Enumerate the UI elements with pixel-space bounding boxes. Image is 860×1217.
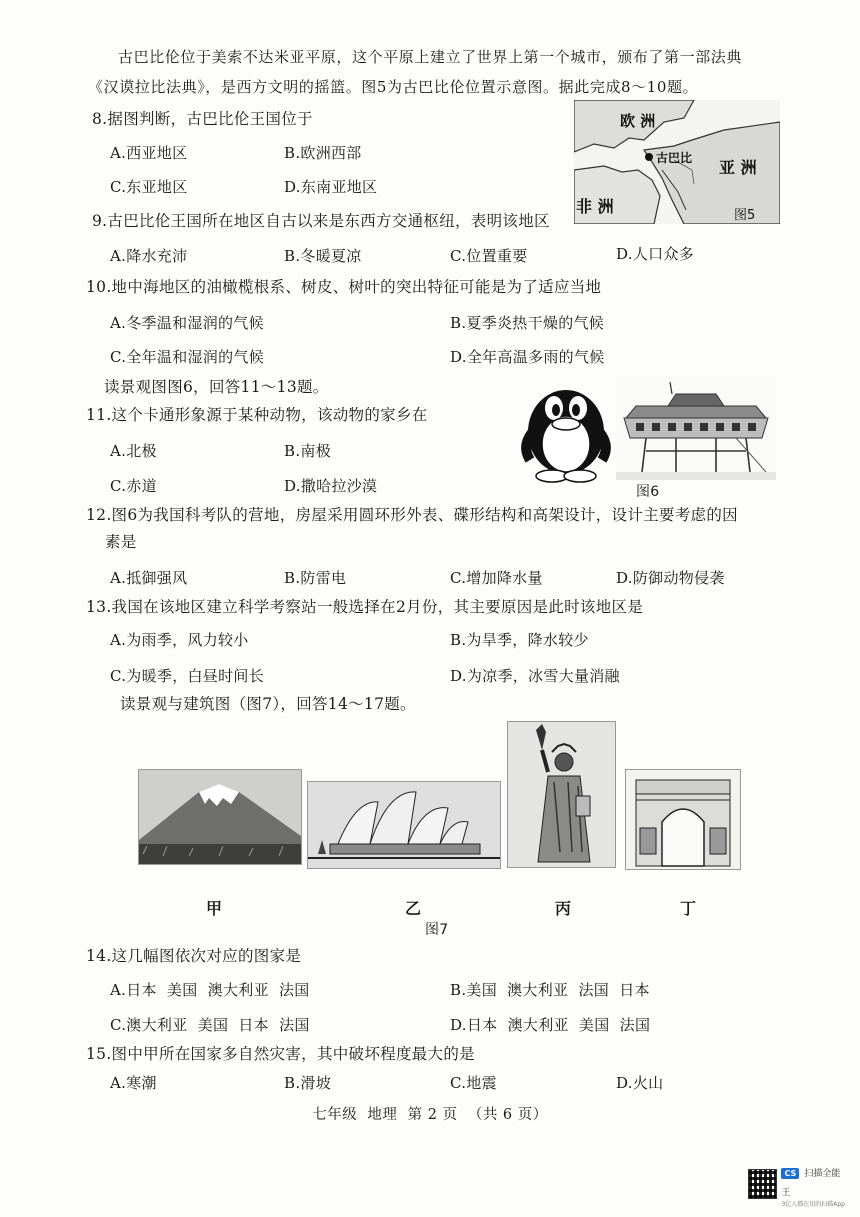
q12-option-c[interactable]: C.增加降水量 <box>450 569 543 587</box>
figure-7-caption: 图7 <box>425 922 449 938</box>
q13-option-d[interactable]: D.为凉季，冰雪大量消融 <box>450 667 620 685</box>
q10-option-c[interactable]: C.全年温和湿润的气候 <box>110 348 265 366</box>
q12-stem-line-1: 12.图6为我国科考队的营地，房屋采用圆环形外表、碟形结构和高架设计，设计主要考虑的因 <box>86 506 738 524</box>
research-station-image <box>616 376 776 480</box>
q8-option-d[interactable]: D.东南亚地区 <box>284 178 378 196</box>
q11-option-b[interactable]: B.南极 <box>284 442 331 460</box>
q11-stem: 11.这个卡通形象源于某种动物，该动物的家乡在 <box>86 406 428 424</box>
figure-7-label-yi: 乙 <box>405 899 422 918</box>
intro-line-2: 《汉谟拉比法典》，是西方文明的摇篮。图5为古巴比伦位置示意图。据此完成8～10题。 <box>88 78 699 96</box>
figure-5-caption: 图5 <box>734 208 756 223</box>
q13-stem: 13.我国在该地区建立科学考察站一般选择在2月份，其主要原因是此时该地区是 <box>86 598 644 616</box>
q10-stem: 10.地中海地区的油橄榄根系、树皮、树叶的突出特征可能是为了适应当地 <box>86 278 602 296</box>
q15-stem: 15.图中甲所在国家多自然灾害，其中破坏程度最大的是 <box>86 1045 475 1063</box>
figure-7-label-ding: 丁 <box>680 899 697 918</box>
q8-option-c[interactable]: C.东亚地区 <box>110 178 188 196</box>
mount-fuji-image <box>138 769 302 865</box>
watermark-title: 扫描全能王 <box>781 1168 841 1198</box>
q9-option-b[interactable]: B.冬暖夏凉 <box>284 247 362 265</box>
q11-option-c[interactable]: C.赤道 <box>110 477 157 495</box>
map-label-babylon: 古巴比 <box>656 151 693 165</box>
q9-option-c[interactable]: C.位置重要 <box>450 247 528 265</box>
figure-7-label-bing: 丙 <box>555 899 572 918</box>
q15-option-d[interactable]: D.火山 <box>616 1074 664 1092</box>
q11-option-d[interactable]: D.撒哈拉沙漠 <box>284 477 378 495</box>
page-footer: 七年级 地理 第 2 页 （共 6 页） <box>312 1107 548 1123</box>
q10-option-d[interactable]: D.全年高温多雨的气候 <box>450 348 605 366</box>
q8-stem: 8.据图判断，古巴比伦王国位于 <box>92 110 313 128</box>
q14-option-d[interactable]: D.日本 澳大利亚 美国 法国 <box>450 1016 651 1034</box>
map-label-europe: 欧 洲 <box>620 112 656 130</box>
sydney-opera-house-image <box>307 781 501 869</box>
q13-option-a[interactable]: A.为雨季，风力较小 <box>110 631 249 649</box>
q13-option-b[interactable]: B.为旱季，降水较少 <box>450 631 589 649</box>
intro-line-1: 古巴比伦位于美索不达米亚平原，这个平原上建立了世界上第一个城市，颁布了第一部法典 <box>118 48 743 66</box>
q12-stem-line-2: 素是 <box>105 533 137 551</box>
babylon-marker <box>645 153 653 161</box>
figure-7-label-jia: 甲 <box>206 899 223 918</box>
q9-option-a[interactable]: A.降水充沛 <box>110 247 188 265</box>
q14-option-b[interactable]: B.美国 澳大利亚 法国 日本 <box>450 981 650 999</box>
q10-option-a[interactable]: A.冬季温和湿润的气候 <box>110 314 264 332</box>
q13-option-c[interactable]: C.为暖季，白昼时间长 <box>110 667 265 685</box>
q14-option-a[interactable]: A.日本 美国 澳大利亚 法国 <box>110 981 310 999</box>
statue-of-liberty-image <box>507 721 616 868</box>
lead-figure-7: 读景观与建筑图（图7），回答14～17题。 <box>120 695 416 713</box>
q11-option-a[interactable]: A.北极 <box>110 442 157 460</box>
q8-option-b[interactable]: B.欧洲西部 <box>284 144 362 162</box>
q10-option-b[interactable]: B.夏季炎热干燥的气候 <box>450 314 605 332</box>
scanner-watermark <box>748 1166 848 1208</box>
q15-option-b[interactable]: B.滑坡 <box>284 1074 331 1092</box>
map-label-africa: 非 洲 <box>576 197 614 216</box>
cs-logo-icon: CS <box>781 1168 799 1179</box>
arc-de-triomphe-image <box>625 769 741 870</box>
figure-5-map <box>574 100 780 224</box>
q12-option-b[interactable]: B.防雷电 <box>284 569 347 587</box>
q15-option-c[interactable]: C.地震 <box>450 1074 497 1092</box>
q15-option-a[interactable]: A.寒潮 <box>110 1074 157 1092</box>
map-label-asia: 亚 洲 <box>719 158 757 177</box>
qr-code-icon <box>748 1169 777 1199</box>
q12-option-d[interactable]: D.防御动物侵袭 <box>616 569 725 587</box>
q9-option-d[interactable]: D.人口众多 <box>616 245 695 263</box>
q9-stem: 9.古巴比伦王国所在地区自古以来是东西方交通枢纽，表明该地区 <box>92 212 550 230</box>
q8-option-a[interactable]: A.西亚地区 <box>110 144 188 162</box>
q14-stem: 14.这几幅图依次对应的图家是 <box>86 947 302 965</box>
penguin-cartoon-image <box>516 370 616 484</box>
lead-figure-6: 读景观图图6，回答11～13题。 <box>104 378 329 396</box>
q14-option-c[interactable]: C.澳大利亚 美国 日本 法国 <box>110 1016 310 1034</box>
figure-6-caption: 图6 <box>636 484 660 500</box>
watermark-subtitle: 3亿人都在用的扫描App <box>781 1200 845 1208</box>
q12-option-a[interactable]: A.抵御强风 <box>110 569 188 587</box>
